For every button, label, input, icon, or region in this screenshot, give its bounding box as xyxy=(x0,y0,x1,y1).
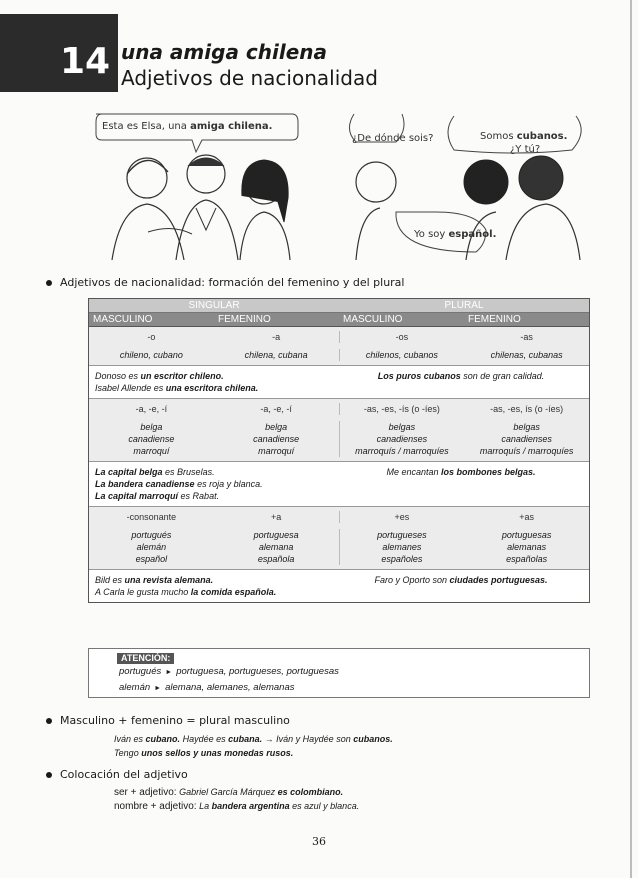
bullet-dot xyxy=(46,772,52,778)
example-cell: canadiense xyxy=(128,434,175,444)
bullet-dot xyxy=(46,280,52,286)
example-sentence: Me encantan los bombones belgas. xyxy=(386,467,536,477)
arrow-right-icon: ► xyxy=(154,685,162,692)
example-cell: belgas xyxy=(339,421,465,433)
table-group-a-e-i xyxy=(89,399,589,462)
ending-cell: -a xyxy=(272,332,281,342)
example-cell: belga xyxy=(140,422,163,432)
ending-cell: -as, -es, ís (o -íes) xyxy=(490,404,564,414)
example-sentence: Faro y Oporto son ciudades portuguesas. xyxy=(374,575,548,585)
table-group-consonant xyxy=(89,507,589,570)
example-cell: alemana xyxy=(258,542,294,552)
example-cell: marroquí xyxy=(258,446,295,456)
ending-cell: +a xyxy=(270,512,282,522)
ending-cell: -o xyxy=(147,332,156,342)
ending-cell: +es xyxy=(339,511,465,523)
example-sentence: Isabel Allende es una escritora chilena. xyxy=(95,383,259,393)
attention-line-aleman: alemán ► alemana, alemanes, alemanas xyxy=(119,682,295,693)
section-heading-placement: Colocación del adjetivo xyxy=(60,768,188,782)
table-group-o-a xyxy=(89,327,589,366)
table-number-header-row xyxy=(89,299,589,313)
example-sentence: Donoso es un escritor chileno. xyxy=(95,371,224,381)
chapter-title: una amiga chilena xyxy=(121,40,328,64)
ending-cell: -os xyxy=(339,331,465,343)
ending-cell: -a, -e, -í xyxy=(260,404,292,414)
example-cell: españoles xyxy=(339,553,465,565)
section-heading-plural-rule: Masculino + femenino = plural masculino xyxy=(60,714,290,728)
example-cell: portugués xyxy=(131,530,172,540)
header-masc-singular: MASCULINO xyxy=(93,314,153,325)
chapter-number-box xyxy=(0,14,118,92)
placement-example-ser: ser + adjetivo: Gabriel García Márquez es colombiano. xyxy=(114,787,344,798)
attention-label: ATENCIÓN: xyxy=(117,653,174,664)
example-cell: chilenos, cubanos xyxy=(339,349,465,361)
example-cell: belgas xyxy=(513,422,540,432)
example-sentence: Bild es una revista alemana. xyxy=(95,575,214,585)
speech-bubble-reply: Somos cubanos. xyxy=(480,131,568,142)
header-fem-plural: FEMENINO xyxy=(468,314,521,325)
header-fem-singular: FEMENINO xyxy=(218,314,271,325)
example-sentence: Los puros cubanos son de gran calidad. xyxy=(377,371,545,381)
placement-example-nombre: nombre + adjetivo: La bandera argentina es azul y blanca. xyxy=(114,801,360,812)
example-cell: portugueses xyxy=(339,529,465,541)
page-number: 36 xyxy=(312,835,326,848)
table-gender-header-row xyxy=(89,313,589,327)
illustration-left xyxy=(92,112,302,260)
header-masc-plural: MASCULINO xyxy=(343,314,403,325)
chapter-number: 14 xyxy=(59,41,111,82)
example-cell: marroquís / marroquíes xyxy=(339,445,465,457)
example-cell: español xyxy=(135,554,168,564)
example-cell: marroquís / marroquíes xyxy=(479,446,574,456)
page-edge-rule xyxy=(630,0,632,878)
example-sentence: La bandera canadiense es roja y blanca. xyxy=(95,479,263,489)
example-cell: alemanas xyxy=(507,542,547,552)
example-sentence: La capital belga es Bruselas. xyxy=(95,467,215,477)
example-cell: canadienses xyxy=(501,434,552,444)
example-cell: españolas xyxy=(506,554,548,564)
illustration-right xyxy=(336,112,598,260)
nationality-adjectives-table xyxy=(88,298,590,603)
example-cell: belga xyxy=(265,422,288,432)
example-cell: chilenas, cubanas xyxy=(490,350,563,360)
example-cell: chilena, cubana xyxy=(244,350,308,360)
speech-bubble-left: Esta es Elsa, una amiga chilena. xyxy=(102,121,273,132)
ending-cell: +as xyxy=(519,512,534,522)
example-cell: chileno, cubano xyxy=(119,350,183,360)
example-sentence: A Carla le gusta mucho la comida española. xyxy=(95,587,277,597)
ending-cell: -a, -e, -í xyxy=(135,404,168,414)
plural-rule-example-2: Tengo unos sellos y unas monedas rusos. xyxy=(114,748,294,758)
speech-bubble-answer: Yo soy español. xyxy=(414,229,497,240)
header-singular: SINGULAR xyxy=(188,300,240,311)
example-cell: portuguesas xyxy=(501,530,552,540)
speech-bubble-question: ¿De dónde sois? xyxy=(352,133,434,144)
speech-bubble-reply-question: ¿Y tú? xyxy=(510,144,541,155)
example-sentence: La capital marroquí es Rabat. xyxy=(95,491,220,501)
example-cell: canadienses xyxy=(339,433,465,445)
example-cell: española xyxy=(257,554,295,564)
attention-box xyxy=(88,648,590,698)
section-heading-formation: Adjetivos de nacionalidad: formación del femenino y del plural xyxy=(60,276,404,290)
table-example-sentences-2 xyxy=(89,462,589,507)
bullet-dot xyxy=(46,718,52,724)
example-cell: portuguesa xyxy=(253,530,299,540)
three-friends-drawing xyxy=(92,112,302,260)
table-example-sentences-1 xyxy=(89,366,589,399)
chapter-subtitle: Adjetivos de nacionalidad xyxy=(121,66,378,90)
example-cell: marroquí xyxy=(133,446,170,456)
header-plural: PLURAL xyxy=(444,300,484,311)
arrow-right-icon: ► xyxy=(165,669,173,676)
plural-rule-example-1: Iván es cubano. Haydée es cubana. → Iván y Haydée son cubanos. xyxy=(114,734,393,744)
example-cell: alemanes xyxy=(339,541,465,553)
example-cell: canadiense xyxy=(253,434,300,444)
ending-cell: -as, -es, -ís (o -íes) xyxy=(339,403,465,415)
ending-cell: -consonante xyxy=(126,512,177,522)
ending-cell: -as xyxy=(520,332,533,342)
attention-line-portugues: portugués ► portuguesa, portugueses, portuguesas xyxy=(119,666,339,677)
table-example-sentences-3 xyxy=(89,570,589,602)
example-cell: alemán xyxy=(136,542,167,552)
